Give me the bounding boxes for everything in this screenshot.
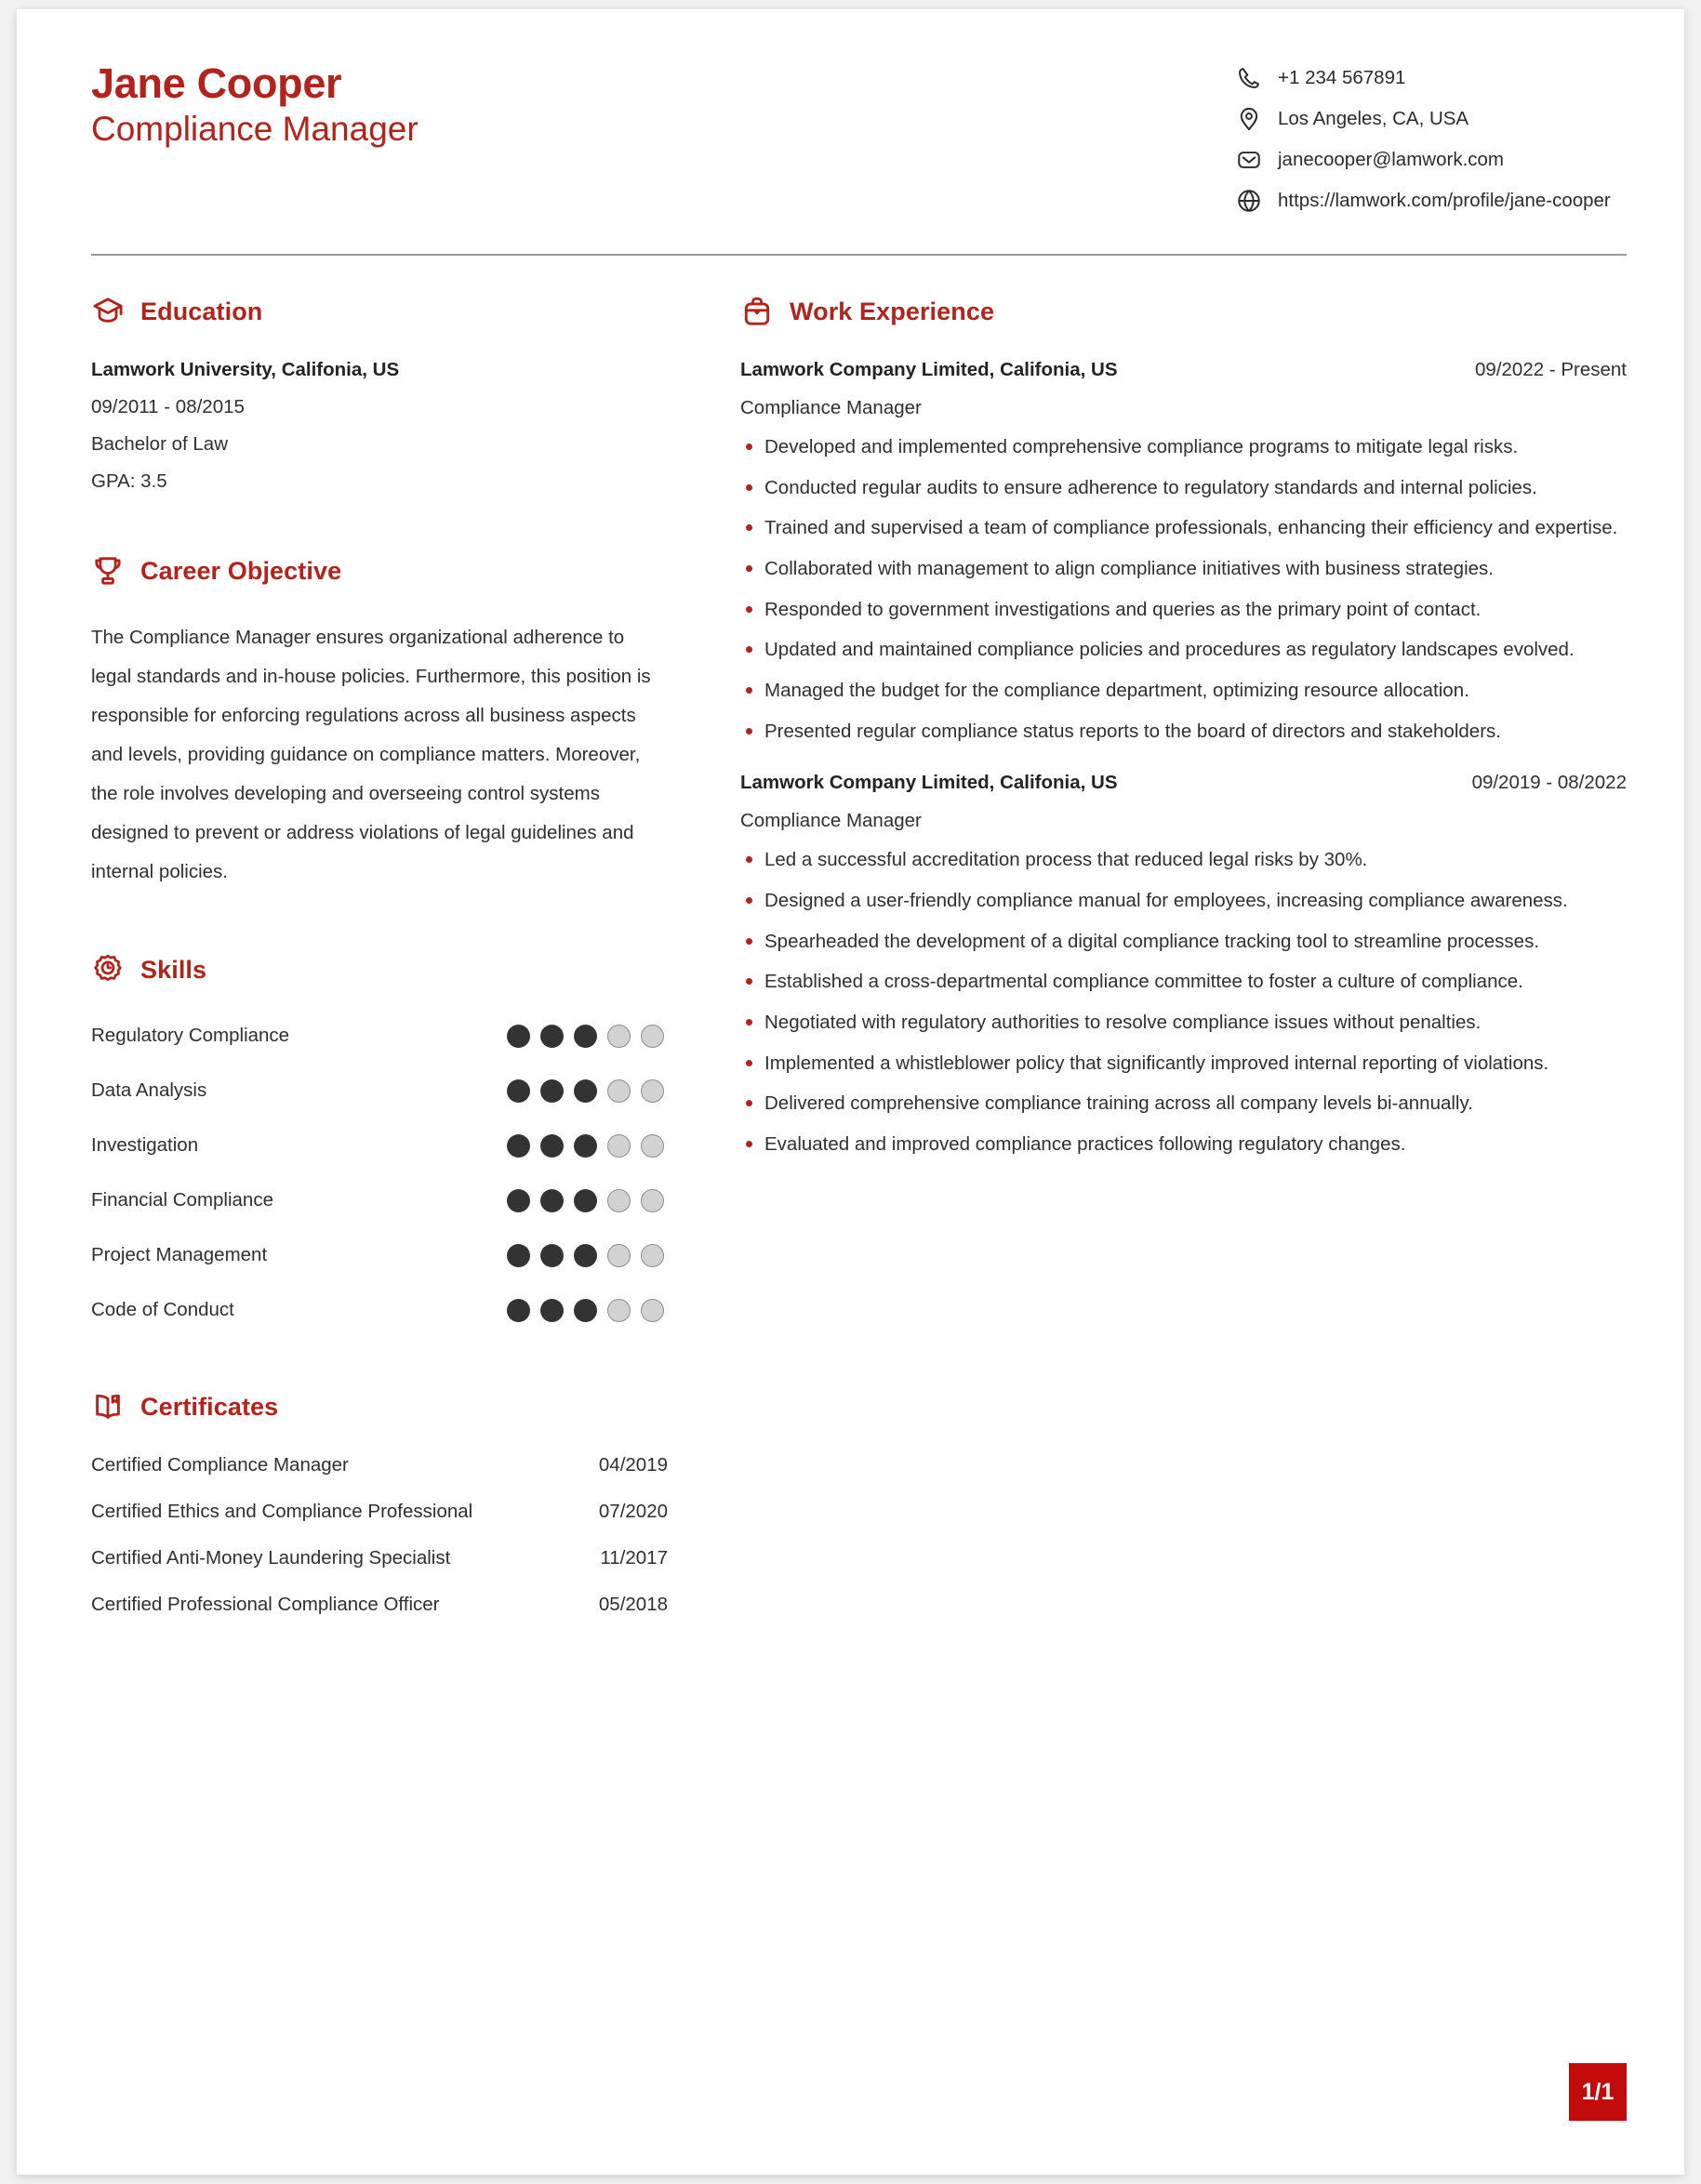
- skill-name: Data Analysis: [91, 1079, 207, 1102]
- job-bullet: Implemented a whistleblower policy that significantly improved internal reporting of violations.: [740, 1051, 1627, 1077]
- skill-dot-filled: [507, 1299, 530, 1322]
- certificate-name: Certified Professional Compliance Officer: [91, 1594, 440, 1616]
- skill-dot-filled: [574, 1244, 597, 1267]
- education-school: Lamwork University, Califonia, US: [91, 359, 400, 380]
- open-book-icon: [91, 1390, 125, 1423]
- page-title: Jane Cooper: [91, 60, 342, 107]
- skill-name: Regulatory Compliance: [91, 1025, 290, 1047]
- skills-list: [91, 1017, 668, 1329]
- job-bullet: Responded to government investigations and queries as the primary point of contact.: [740, 597, 1627, 623]
- job-bullet: Updated and maintained compliance policies and procedures as regulatory landscapes evolved.: [740, 637, 1627, 663]
- skill-row: [91, 1017, 668, 1054]
- page-indicator-badge: 1/1: [1569, 2063, 1627, 2121]
- skill-dot-filled: [574, 1025, 597, 1048]
- skill-level-dots: [507, 1189, 668, 1212]
- job-dates: 09/2019 - 08/2022: [1471, 772, 1627, 794]
- job-company: Lamwork Company Limited, Califonia, US: [740, 772, 1118, 794]
- trophy-icon: [91, 554, 125, 588]
- skill-row: [91, 1127, 668, 1164]
- skill-dot-empty: [607, 1079, 631, 1103]
- certificate-date: 05/2018: [598, 1594, 668, 1616]
- certificate-row: [91, 1547, 668, 1569]
- spacer: [91, 1329, 668, 1390]
- skill-level-dots: [507, 1244, 668, 1267]
- education-degree: Bachelor of Law: [91, 433, 229, 455]
- job-role: Compliance Manager: [740, 397, 922, 418]
- certificate-date: 11/2017: [600, 1547, 668, 1569]
- globe-icon: [1236, 188, 1262, 214]
- section-title: Career Objective: [140, 556, 342, 585]
- job-title: Compliance Manager: [91, 109, 419, 148]
- job-bullet: Collaborated with management to align compliance initiatives with business strategies.: [740, 556, 1627, 582]
- work-experience-entry: [740, 772, 1627, 1157]
- education-entry: [91, 359, 668, 493]
- skill-dot-empty: [607, 1189, 631, 1212]
- certificate-row: [91, 1594, 668, 1616]
- skill-dot-filled: [540, 1079, 564, 1103]
- resume-body: [91, 295, 1627, 1616]
- section-title: Education: [140, 297, 263, 325]
- job-bullet: Negotiated with regulatory authorities to resolve compliance issues without penalties.: [740, 1010, 1627, 1036]
- certificate-date: 07/2020: [598, 1501, 668, 1523]
- skill-row: [91, 1237, 668, 1274]
- section-header-education: [91, 295, 668, 328]
- work-experience-entry: [740, 359, 1627, 744]
- spacer: [91, 493, 668, 554]
- contact-value: janecooper@lamwork.com: [1278, 149, 1504, 170]
- section-title: Certificates: [140, 1392, 279, 1421]
- job-bullet: Managed the budget for the compliance department, optimizing resource allocation.: [740, 678, 1627, 704]
- skill-level-dots: [507, 1299, 668, 1322]
- contact-item-website[interactable]: [1236, 188, 1627, 214]
- contact-value: https://lamwork.com/profile/jane-cooper: [1278, 190, 1611, 211]
- job-company: Lamwork Company Limited, Califonia, US: [740, 359, 1118, 380]
- skill-dot-empty: [607, 1134, 631, 1158]
- skill-level-dots: [507, 1079, 668, 1103]
- skill-name: Code of Conduct: [91, 1299, 234, 1321]
- job-bullet: Led a successful accreditation process that reduced legal risks by 30%.: [740, 847, 1627, 873]
- skill-dot-filled: [574, 1299, 597, 1322]
- spacer: [91, 892, 668, 953]
- contact-item-phone[interactable]: [1236, 65, 1627, 91]
- resume-page: [17, 9, 1684, 2175]
- left-column: [91, 295, 668, 1616]
- contact-item-location[interactable]: [1236, 106, 1627, 132]
- certificates-list: [91, 1454, 668, 1616]
- resume-header: [91, 58, 1627, 214]
- skill-dot-filled: [540, 1025, 564, 1048]
- job-bullet: Conducted regular audits to ensure adherence to regulatory standards and internal policies.: [740, 475, 1627, 501]
- skill-dot-filled: [507, 1189, 530, 1212]
- certificate-date: 04/2019: [598, 1454, 668, 1476]
- header-divider: [91, 254, 1627, 256]
- email-icon: [1236, 147, 1262, 173]
- skill-dot-filled: [507, 1134, 530, 1158]
- education-dates: 09/2011 - 08/2015: [91, 396, 245, 417]
- job-dates: 09/2022 - Present: [1475, 359, 1627, 380]
- section-education: [91, 295, 668, 493]
- gear-clock-icon: [91, 953, 125, 986]
- contact-value: Los Angeles, CA, USA: [1278, 108, 1469, 129]
- skill-dot-filled: [540, 1134, 564, 1158]
- skill-dot-filled: [540, 1299, 564, 1322]
- skill-row: [91, 1072, 668, 1109]
- skill-row: [91, 1182, 668, 1219]
- job-role: Compliance Manager: [740, 810, 922, 832]
- skill-dot-empty: [641, 1079, 664, 1103]
- briefcase-icon: [740, 295, 774, 328]
- career-objective-text: The Compliance Manager ensures organizational adherence to legal standards and in-house policies. Furthermore, this position is responsible for enforcing regulations across all business aspects and levels, providing guidance on compliance matters. Moreover, the role involves developing and overseeing control systems designed to prevent or address violations of legal guidelines and internal policies.: [91, 627, 651, 883]
- contact-value: +1 234 567891: [1278, 67, 1406, 88]
- skill-name: Investigation: [91, 1134, 199, 1157]
- job-bullet: Established a cross-departmental compliance committee to foster a culture of compliance.: [740, 969, 1627, 995]
- contact-list: [1236, 58, 1627, 214]
- job-bullet: Trained and supervised a team of compliance professionals, enhancing their efficiency and expertise.: [740, 515, 1627, 541]
- skill-dot-filled: [540, 1244, 564, 1267]
- job-bullet: Developed and implemented comprehensive compliance programs to mitigate legal risks.: [740, 434, 1627, 460]
- skill-dot-filled: [507, 1244, 530, 1267]
- skill-level-dots: [507, 1025, 668, 1048]
- job-bullet-list: [740, 847, 1627, 1157]
- section-header-certificates: [91, 1390, 668, 1423]
- education-gpa: GPA: 3.5: [91, 470, 167, 492]
- section-career-objective: [91, 554, 668, 892]
- section-header-career-objective: [91, 554, 668, 588]
- job-bullet-list: [740, 434, 1627, 744]
- location-icon: [1236, 106, 1262, 132]
- skill-name: Financial Compliance: [91, 1189, 273, 1211]
- work-experience-list: [740, 359, 1627, 1158]
- skill-dot-filled: [574, 1189, 597, 1212]
- name-block: [91, 58, 419, 151]
- job-bullet: Designed a user-friendly compliance manual for employees, increasing compliance awareness.: [740, 888, 1627, 914]
- job-bullet: Presented regular compliance status reports to the board of directors and stakeholders.: [740, 719, 1627, 745]
- skill-dot-empty: [641, 1244, 664, 1267]
- skill-dot-empty: [641, 1025, 664, 1048]
- skill-name: Project Management: [91, 1244, 268, 1266]
- certificate-name: Certified Anti-Money Laundering Specialist: [91, 1547, 451, 1569]
- skill-dot-empty: [607, 1025, 631, 1048]
- right-column: [668, 295, 1627, 1158]
- section-skills: [91, 953, 668, 1329]
- graduation-cap-icon: [91, 295, 125, 328]
- skill-dot-empty: [607, 1299, 631, 1322]
- section-work-experience: [740, 295, 1627, 1158]
- skill-dot-empty: [607, 1244, 631, 1267]
- skill-row: [91, 1291, 668, 1329]
- skill-dot-filled: [540, 1189, 564, 1212]
- phone-icon: [1236, 65, 1262, 91]
- job-header: [740, 359, 1627, 381]
- certificate-row: [91, 1454, 668, 1476]
- certificate-name: Certified Ethics and Compliance Professional: [91, 1501, 473, 1523]
- section-certificates: [91, 1390, 668, 1616]
- skill-dot-filled: [507, 1079, 530, 1103]
- skill-dot-filled: [574, 1134, 597, 1158]
- skill-dot-filled: [507, 1025, 530, 1048]
- section-title: Skills: [140, 955, 207, 984]
- certificate-name: Certified Compliance Manager: [91, 1454, 349, 1476]
- skill-dot-filled: [574, 1079, 597, 1103]
- job-bullet: Delivered comprehensive compliance training across all company levels bi-annually.: [740, 1091, 1627, 1117]
- job-header: [740, 772, 1627, 794]
- skill-dot-empty: [641, 1189, 664, 1212]
- job-bullet: Spearheaded the development of a digital compliance tracking tool to streamline processes.: [740, 929, 1627, 955]
- skill-dot-empty: [641, 1299, 664, 1322]
- section-header-skills: [91, 953, 668, 986]
- skill-dot-empty: [641, 1134, 664, 1158]
- job-bullet: Evaluated and improved compliance practices following regulatory changes.: [740, 1132, 1627, 1158]
- certificate-row: [91, 1501, 668, 1523]
- contact-item-email[interactable]: [1236, 147, 1627, 173]
- section-header-work-experience: [740, 295, 1627, 328]
- skill-level-dots: [507, 1134, 668, 1158]
- section-title: Work Experience: [790, 297, 995, 325]
